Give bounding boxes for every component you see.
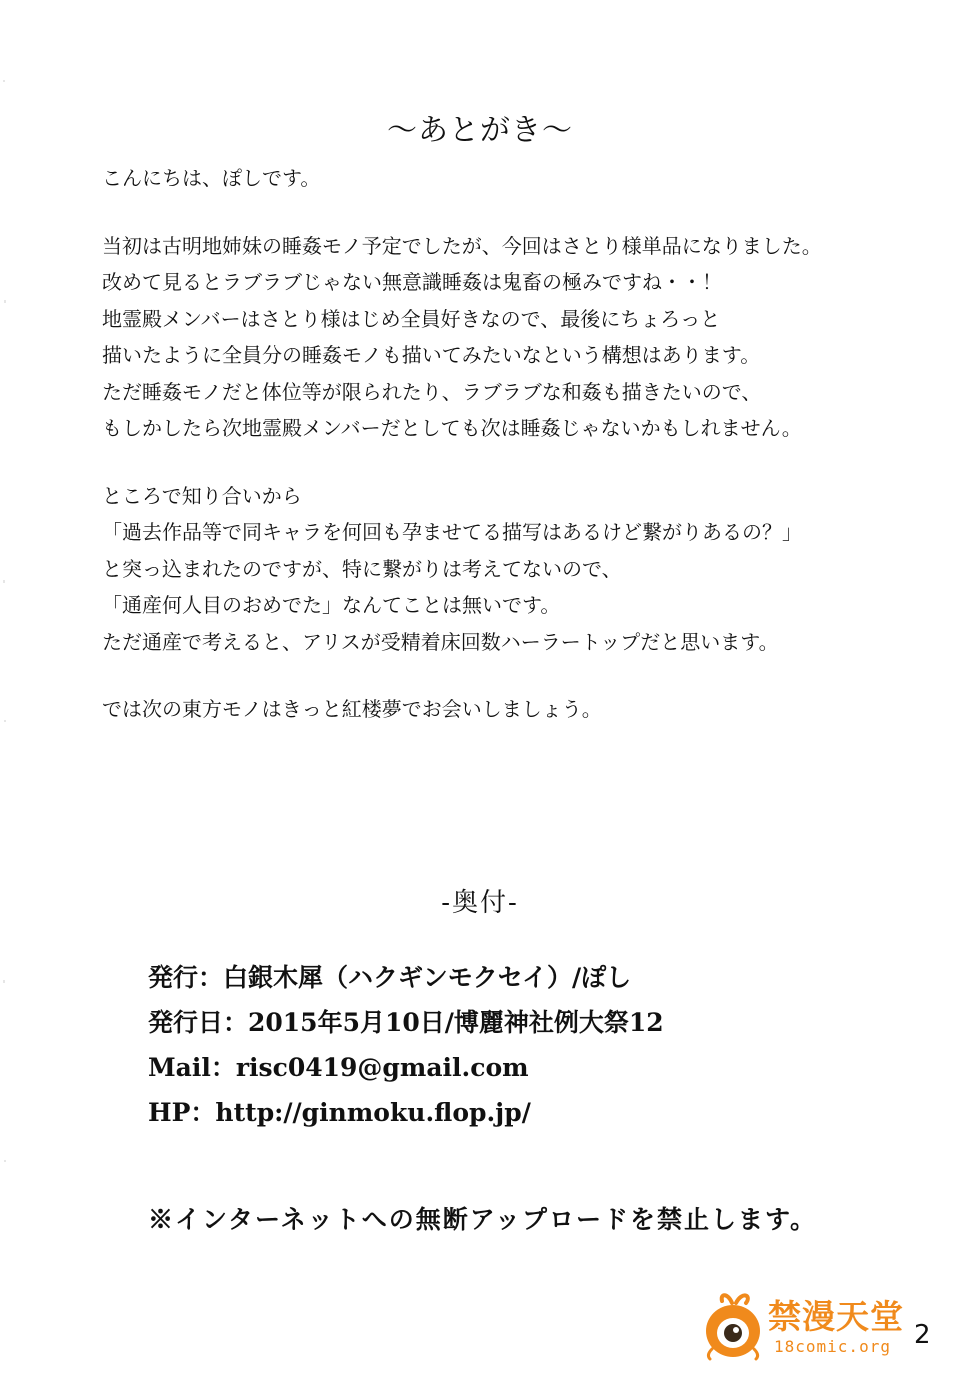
- text-line: 「通産何人目のおめでた」なんてことは無いです。: [102, 593, 561, 617]
- text-line: ところで知り合いから: [102, 483, 302, 508]
- afterword-body: [102, 160, 902, 759]
- paragraph-story-notes: [102, 228, 902, 447]
- text-line: 当初は古明地姉妹の睡姦モノ予定でしたが、今回はさとり様単品になりました。: [102, 233, 822, 258]
- text-line: 地霊殿メンバーはさとり様はじめ全員好きなので、最後にちょろっと: [102, 306, 721, 331]
- text-line: こんにちは、ぽしです。: [102, 166, 321, 190]
- colophon-mail: Mail：risc0419@gmail.com: [148, 1053, 529, 1082]
- colophon-homepage: HP：http://ginmoku.flop.jp/: [148, 1098, 531, 1127]
- upload-prohibition-notice: ※インターネットへの無断アップロードを禁止します。: [148, 1205, 818, 1234]
- paragraph-continuity: [102, 478, 902, 661]
- text-line: ただ通産で考えると、アリスが受精着床回数ハーラートップだと思います。: [102, 629, 779, 654]
- watermark-name: 禁漫天堂: [768, 1297, 904, 1336]
- text-line: では次の東方モノはきっと紅楼夢でお会いしましょう。: [102, 697, 602, 721]
- colophon-publisher: 発行：白銀木犀（ハクギンモクセイ）/ぽし: [148, 963, 632, 992]
- text-line: 「過去作品等で同キャラを何回も孕ませてる描写はあるけど繋がりあるの？」: [102, 520, 802, 544]
- colophon-title: -奥付-: [441, 888, 519, 918]
- text-line: ただ睡姦モノだと体位等が限られたり、ラブラブな和姦も描きたいので、: [102, 379, 762, 404]
- cartoon-logo-icon: [702, 1289, 764, 1361]
- paragraph-greeting: [102, 160, 902, 197]
- colophon: [148, 955, 848, 1135]
- watermark-site: 18comic.org: [774, 1337, 891, 1356]
- colophon-date: 発行日：2015年5月10日/博麗神社例大祭12: [148, 1008, 664, 1037]
- text-line: と突っ込まれたのですが、特に繋がりは考えてないので、: [102, 556, 622, 581]
- page-edge-marks: [0, 0, 14, 1378]
- text-line: 改めて見るとラブラブじゃない無意識睡姦は鬼畜の極みですね・・！: [102, 270, 722, 294]
- paragraph-closing: [102, 691, 902, 728]
- text-line: 描いたように全員分の睡姦モノも描いてみたいなという構想はあります。: [102, 343, 761, 367]
- text-line: もしかしたら次地霊殿メンバーだとしても次は睡姦じゃないかもしれません。: [102, 416, 802, 440]
- page-number: 2: [914, 1320, 931, 1350]
- afterword-heading: 〜あとがき〜: [387, 113, 573, 148]
- watermark: [702, 1285, 942, 1365]
